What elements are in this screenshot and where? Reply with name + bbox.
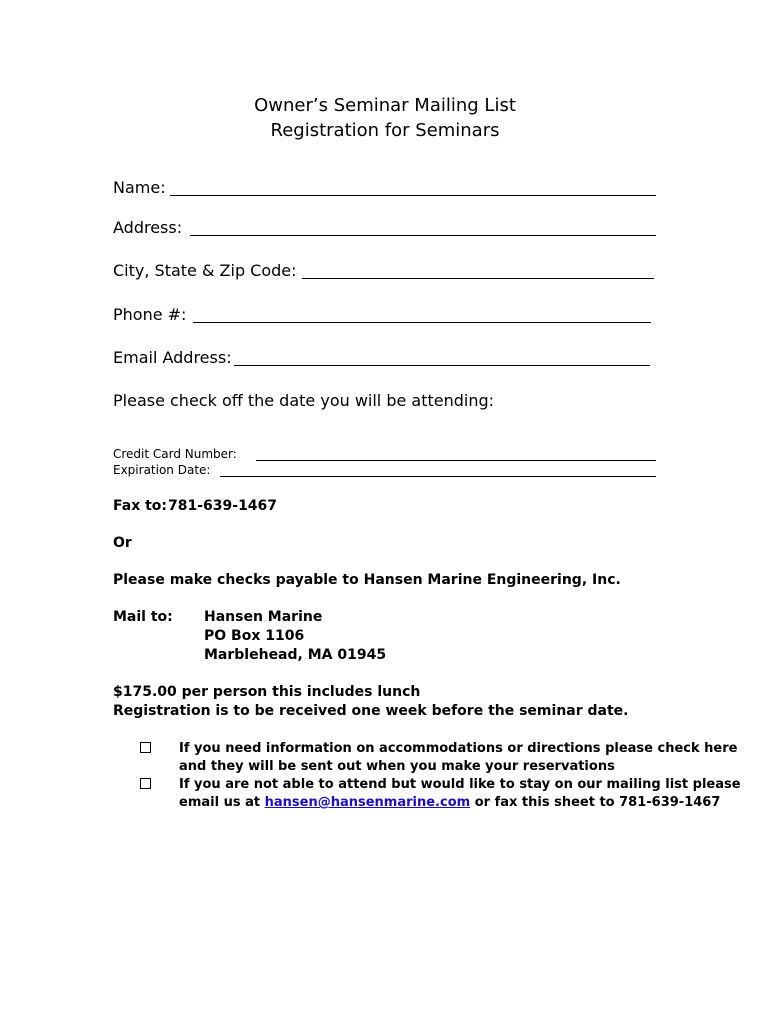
city-input-line[interactable]: [302, 278, 654, 279]
accommodations-option: [140, 740, 738, 776]
fax-number: 781-639-1467: [168, 498, 278, 514]
or-text: Or: [113, 535, 132, 551]
mailing-list-text-prefix: email us at: [179, 795, 265, 810]
name-input-line[interactable]: [170, 195, 656, 196]
mailing-list-text-line1: If you are not able to attend but would like to stay on our mailing list please: [179, 777, 741, 792]
mailing-list-text-suffix: or fax this sheet to 781-639-1467: [470, 795, 721, 810]
expiration-input-line[interactable]: [220, 476, 656, 477]
address-field: [113, 218, 182, 238]
checks-payable-text: Please make checks payable to Hansen Marine Engineering, Inc.: [113, 572, 621, 588]
mailing-list-checkbox[interactable]: [140, 778, 151, 789]
phone-input-line[interactable]: [193, 322, 651, 323]
mail-to-label: Mail to:: [113, 609, 173, 625]
email-link[interactable]: hansen@hansenmarine.com: [264, 795, 471, 810]
accommodations-checkbox[interactable]: [140, 742, 151, 753]
price-text: $175.00 per person this includes lunch: [113, 684, 421, 700]
date-prompt: Please check off the date you will be attending:: [113, 391, 495, 410]
email-label: Email Address:: [113, 348, 232, 367]
address-input-line[interactable]: [190, 235, 656, 236]
mail-address-line3: Marblehead, MA 01945: [204, 647, 387, 663]
email-input-line[interactable]: [234, 365, 650, 366]
city-label: City, State & Zip Code:: [113, 261, 297, 280]
name-label: Name:: [113, 178, 166, 197]
accommodations-text-line1: If you need information on accommodations or directions please check here: [179, 741, 738, 756]
mailing-list-option: [140, 776, 741, 812]
name-field: [113, 178, 166, 198]
accommodations-text-line2: and they will be sent out when you make your reservations: [179, 759, 615, 774]
fax-label: Fax to:: [113, 498, 168, 514]
expiration-label: Expiration Date:: [113, 463, 211, 477]
phone-label: Phone #:: [113, 305, 187, 324]
mail-address-line2: PO Box 1106: [204, 628, 305, 644]
mailing-list-text-line2: [179, 794, 720, 812]
email-field: [113, 348, 232, 368]
credit-card-input-line[interactable]: [256, 460, 656, 461]
registration-deadline-text: Registration is to be received one week before the seminar date.: [113, 703, 629, 719]
form-subtitle: Registration for Seminars: [270, 120, 500, 141]
city-field: [113, 261, 297, 281]
phone-field: [113, 305, 186, 325]
form-title: Owner’s Seminar Mailing List: [254, 95, 516, 116]
address-label: Address:: [113, 218, 183, 237]
credit-card-label: Credit Card Number:: [113, 447, 237, 461]
mail-address-line1: Hansen Marine: [204, 609, 323, 625]
